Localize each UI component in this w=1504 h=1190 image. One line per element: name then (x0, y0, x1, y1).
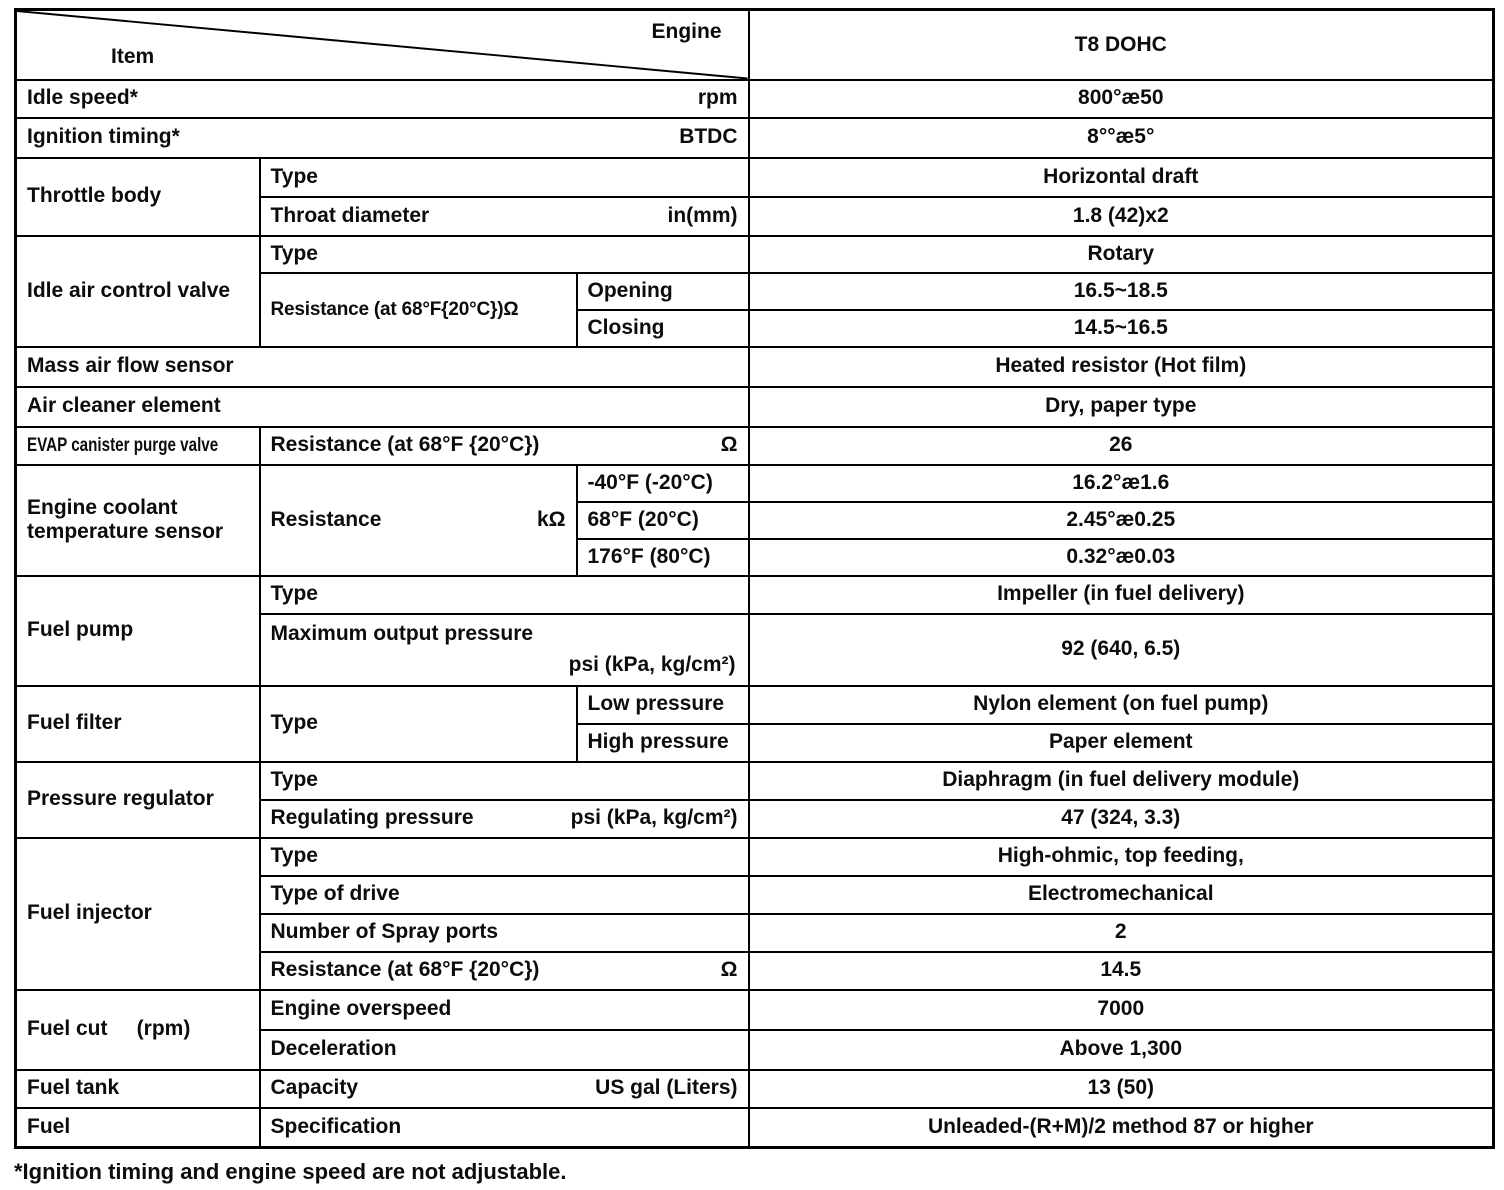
throat-diameter-cell (260, 197, 749, 236)
row-fuel-pump-type (16, 576, 1494, 614)
regulating-pressure-value: 47 (324, 3.3) (749, 800, 1494, 838)
ects-plus68-label: 68°F (20°C) (577, 502, 749, 539)
fuel-spec-value: Unleaded-(R+M)/2 method 87 or higher (749, 1108, 1494, 1148)
fuel-spec-label: Specification (260, 1108, 749, 1148)
fuel-pump-pressure-cell (260, 614, 749, 686)
fuel-cut-overspeed-label: Engine overspeed (260, 990, 749, 1030)
regulating-pressure-unit: psi (kPa, kg/cm²) (570, 806, 738, 830)
idle-speed-value: 800°æ50 (749, 80, 1494, 118)
maf-sensor-label: Mass air flow sensor (16, 347, 749, 387)
row-evap-valve (16, 427, 1494, 465)
idle-speed-label: Idle speed* (27, 86, 138, 110)
row-air-cleaner (16, 387, 1494, 427)
iacv-label: Idle air control valve (16, 236, 260, 347)
ects-label: Engine coolant temperature sensor (16, 465, 260, 576)
fuel-tank-capacity-unit: US gal (Liters) (595, 1076, 738, 1100)
injector-spray-ports-label: Number of Spray ports (260, 914, 749, 952)
fuel-tank-capacity-cell (260, 1070, 749, 1108)
fuel-filter-low-label: Low pressure (577, 686, 749, 724)
header-engine-label: Engine (651, 20, 722, 43)
row-maf-sensor (16, 347, 1494, 387)
fuel-filter-label: Fuel filter (16, 686, 260, 762)
row-ignition-timing (16, 118, 1494, 158)
iacv-resistance-label-cell (260, 273, 577, 347)
air-cleaner-label: Air cleaner element (16, 387, 749, 427)
row-pressure-regulator-type (16, 762, 1494, 800)
regulating-pressure-label: Regulating pressure (270, 806, 474, 830)
row-injector-type (16, 838, 1494, 876)
row-fuel-filter-low (16, 686, 1494, 724)
ects-resistance-label: Resistance (270, 507, 382, 531)
iacv-type-label: Type (260, 236, 749, 273)
fuel-pump-pressure-stack (271, 622, 738, 676)
iacv-resistance-label: Resistance (at 68°F{20°C})Ω (270, 299, 519, 321)
header-engine-value: T8 DOHC (749, 10, 1494, 80)
injector-type-value: High-ohmic, top feeding, (749, 838, 1494, 876)
ects-plus176-label: 176°F (80°C) (577, 539, 749, 576)
ects-minus40-label: -40°F (-20°C) (577, 465, 749, 502)
evap-resistance-cell (260, 427, 749, 465)
fuel-filter-high-value: Paper element (749, 724, 1494, 762)
injector-resistance-cell (260, 952, 749, 990)
fuel-pump-pressure-value: 92 (640, 6.5) (749, 614, 1494, 686)
fuel-pump-pressure-unit: psi (kPa, kg/cm²) (568, 652, 736, 676)
injector-resistance-value: 14.5 (749, 952, 1494, 990)
throat-diameter-label: Throat diameter (270, 203, 430, 227)
fuel-filter-high-label: High pressure (577, 724, 749, 762)
pressure-regulator-type-label: Type (260, 762, 749, 800)
fuel-injector-label: Fuel injector (16, 838, 260, 990)
idle-speed-label-cell (16, 80, 749, 118)
idle-speed-unit: rpm (697, 86, 738, 110)
throat-diameter-unit: in(mm) (667, 203, 738, 227)
fuel-cut-deceleration-label: Deceleration (260, 1030, 749, 1070)
iacv-closing-label: Closing (577, 310, 749, 347)
throttle-body-type-label: Type (260, 158, 749, 197)
fuel-tank-label: Fuel tank (16, 1070, 260, 1108)
fuel-cut-overspeed-value: 7000 (749, 990, 1494, 1030)
fuel-tank-capacity-label: Capacity (270, 1076, 359, 1100)
pressure-regulator-label: Pressure regulator (16, 762, 260, 838)
fuel-cut-label: Fuel cut (rpm) (16, 990, 260, 1070)
fuel-pump-type-label: Type (260, 576, 749, 614)
throat-diameter-value: 1.8 (42)x2 (749, 197, 1494, 236)
row-throttle-body-type (16, 158, 1494, 197)
air-cleaner-value: Dry, paper type (749, 387, 1494, 427)
engine-spec-table (14, 8, 1495, 1149)
iacv-opening-label: Opening (577, 273, 749, 310)
fuel-tank-capacity-value: 13 (50) (749, 1070, 1494, 1108)
ignition-timing-label: Ignition timing* (27, 125, 180, 149)
header-item-engine-cell (16, 10, 749, 80)
row-idle-speed (16, 80, 1494, 118)
ects-resistance-cell (260, 465, 577, 576)
row-fuel-spec (16, 1108, 1494, 1148)
throttle-body-label: Throttle body (16, 158, 260, 236)
fuel-label: Fuel (16, 1108, 260, 1148)
fuel-pump-pressure-label: Maximum output pressure (270, 622, 534, 646)
header-row (16, 10, 1494, 80)
row-fuel-tank (16, 1070, 1494, 1108)
ects-plus176-value: 0.32°æ0.03 (749, 539, 1494, 576)
throttle-body-type-value: Horizontal draft (749, 158, 1494, 197)
regulating-pressure-cell (260, 800, 749, 838)
fuel-pump-label: Fuel pump (16, 576, 260, 686)
evap-resistance-value: 26 (749, 427, 1494, 465)
header-item-label: Item (111, 45, 155, 69)
injector-resistance-label: Resistance (at 68°F {20°C}) (270, 958, 540, 982)
injector-drive-label: Type of drive (260, 876, 749, 914)
injector-type-label: Type (260, 838, 749, 876)
iacv-closing-value: 14.5~16.5 (749, 310, 1494, 347)
ignition-timing-unit: BTDC (679, 125, 738, 149)
fuel-pump-type-value: Impeller (in fuel delivery) (749, 576, 1494, 614)
evap-resistance-unit: Ω (720, 433, 738, 457)
evap-resistance-label: Resistance (at 68°F {20°C}) (270, 433, 540, 457)
ects-minus40-value: 16.2°æ1.6 (749, 465, 1494, 502)
evap-valve-label-cell (16, 427, 260, 465)
fuel-filter-type-label: Type (260, 686, 577, 762)
injector-spray-ports-value: 2 (749, 914, 1494, 952)
row-iacv-type (16, 236, 1494, 273)
evap-valve-label: EVAP canister purge valve (27, 435, 219, 457)
row-ects-minus40 (16, 465, 1494, 502)
iacv-opening-value: 16.5~18.5 (749, 273, 1494, 310)
iacv-type-value: Rotary (749, 236, 1494, 273)
row-fuel-cut-overspeed (16, 990, 1494, 1030)
injector-drive-value: Electromechanical (749, 876, 1494, 914)
ects-plus68-value: 2.45°æ0.25 (749, 502, 1494, 539)
fuel-filter-low-value: Nylon element (on fuel pump) (749, 686, 1494, 724)
maf-sensor-value: Heated resistor (Hot film) (749, 347, 1494, 387)
ects-resistance-unit: kΩ (536, 507, 566, 531)
footnote: *Ignition timing and engine speed are not adjustable. (14, 1159, 567, 1184)
ignition-timing-label-cell (16, 118, 749, 158)
injector-resistance-unit: Ω (720, 958, 738, 982)
fuel-cut-deceleration-value: Above 1,300 (749, 1030, 1494, 1070)
pressure-regulator-type-value: Diaphragm (in fuel delivery module) (749, 762, 1494, 800)
ignition-timing-value: 8°°æ5° (749, 118, 1494, 158)
